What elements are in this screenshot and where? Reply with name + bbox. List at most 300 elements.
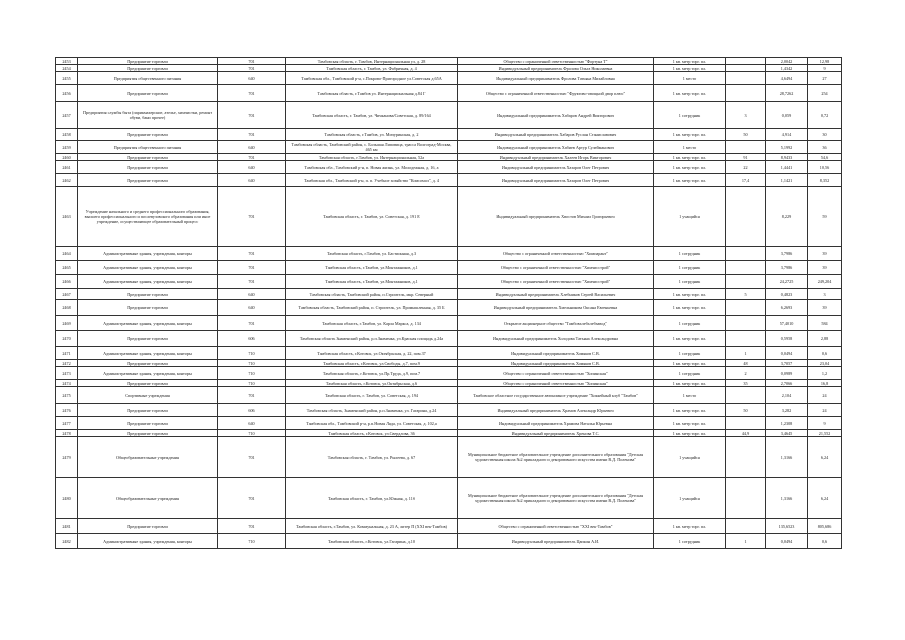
code-cell: 606 [218, 404, 286, 417]
quantity-cell: 17,4 [726, 174, 766, 187]
address-cell: Тамбовская область, г. Тамбов, ул. Фабричная, д. 4 [286, 65, 458, 72]
address-cell: Тамбовская область, г.Котовск, ул.Свердлова, 36 [286, 430, 458, 437]
facility-type-cell: Предприятие торговли [78, 417, 218, 430]
facility-type-cell: Административные здания, учреждения, конторы [78, 367, 218, 380]
document-sheet [55, 57, 841, 549]
norm-value-cell: 3,4645 [766, 430, 808, 437]
organization-cell: Муниципальное бюджетное образовательное учреждение дополнительного образования "Детская художественная школа №2 прикладного и декоративного искусства имени В.Д. Поленова" [458, 478, 654, 519]
organization-cell: Индивидуальный предприниматель Хабиев Артур Сулейманович [458, 141, 654, 154]
organization-cell: Общество с ограниченной ответственностью "Хопинская" [458, 367, 654, 380]
volume-cell: 3 [808, 289, 842, 300]
quantity-cell: 35 [726, 380, 766, 387]
organization-cell: Индивидуальный предприниматель Цапкин А.И. [458, 534, 654, 549]
volume-cell: 23,04 [808, 360, 842, 367]
quantity-cell: 3 [726, 102, 766, 129]
row-number-cell: 2463 [56, 187, 78, 247]
table-row [56, 519, 842, 534]
unit-cell: 1 кв. метр торг. пл. [654, 65, 726, 72]
unit-cell: 1 сотрудник [654, 102, 726, 129]
volume-cell: 1,2 [808, 367, 842, 380]
quantity-cell [726, 85, 766, 102]
volume-cell: 2,88 [808, 331, 842, 347]
norm-value-cell: 0,5958 [766, 331, 808, 347]
row-number-cell: 2465 [56, 261, 78, 275]
norm-value-cell: 0,0494 [766, 347, 808, 360]
code-cell: 701 [218, 478, 286, 519]
organization-cell: Индивидуальный предприниматель Фролова Ольга Николаевна [458, 65, 654, 72]
volume-cell: 21,552 [808, 430, 842, 437]
quantity-cell: 1 [726, 534, 766, 549]
address-cell: Тамбовская область, Тамбовский район, п.Строитель, мкр. Северный [286, 289, 458, 300]
unit-cell: 1 кв. метр торг. пл. [654, 360, 726, 367]
norm-value-cell: 0,0989 [766, 367, 808, 380]
organization-cell: Индивидуальный предприниматель Хазаров Олег Петрович [458, 174, 654, 187]
row-number-cell: 2459 [56, 141, 78, 154]
table-row [56, 187, 842, 247]
row-number-cell: 2469 [56, 316, 78, 331]
table-row [56, 478, 842, 519]
organization-cell: Индивидуальный предприниматель Хвостов Михаил Григорьевич [458, 187, 654, 247]
code-cell: 640 [218, 72, 286, 85]
facility-type-cell: Предприятия общественного питания [78, 141, 218, 154]
quantity-cell: 48 [726, 360, 766, 367]
facility-type-cell: Предприятие торговли [78, 380, 218, 387]
facility-type-cell: Предприятие торговли [78, 85, 218, 102]
norm-value-cell: 4,914 [766, 129, 808, 141]
table-row [56, 65, 842, 72]
facility-type-cell: Предприятие торговли [78, 331, 218, 347]
address-cell: Тамбовская область, Тамбовский район, п. Строитель, ул. Промышленная, д. 35 Б [286, 300, 458, 316]
quantity-cell [726, 331, 766, 347]
volume-cell: 36 [808, 141, 842, 154]
table-row [56, 387, 842, 404]
volume-cell: 30 [808, 129, 842, 141]
unit-cell: 1 кв. метр торг. пл. [654, 161, 726, 174]
organization-cell: Индивидуальный предприниматель Хомяков С.В. [458, 347, 654, 360]
row-number-cell: 2478 [56, 430, 78, 437]
norm-value-cell: 3,7986 [766, 261, 808, 275]
facility-type-cell: Предприятие торговли [78, 519, 218, 534]
quantity-cell [726, 275, 766, 289]
unit-cell: 1 место [654, 387, 726, 404]
norm-value-cell: 57,4010 [766, 316, 808, 331]
quantity-cell [726, 247, 766, 261]
unit-cell: 1 кв. метр торг. пл. [654, 174, 726, 187]
norm-value-cell: 2,7066 [766, 380, 808, 387]
code-cell: 701 [218, 437, 286, 478]
facilities-table [55, 57, 842, 549]
quantity-cell [726, 72, 766, 85]
unit-cell: 1 кв. метр торг. пл. [654, 154, 726, 161]
address-cell: Тамбовская обл., Тамбовский р-н, п. Новая жизнь, ул. Молодежная, д. 16, а [286, 161, 458, 174]
quantity-cell [726, 519, 766, 534]
organization-cell: Индивидуальный предприниматель Фролова Татьяна Михайловна [458, 72, 654, 85]
unit-cell: 1 место [654, 72, 726, 85]
unit-cell: 1 кв. метр торг. пл. [654, 58, 726, 65]
quantity-cell: 1 [726, 347, 766, 360]
volume-cell: 9 [808, 65, 842, 72]
code-cell: 701 [218, 275, 286, 289]
norm-value-cell: 4,6494 [766, 72, 808, 85]
volume-cell: 39 [808, 261, 842, 275]
volume-cell: 584 [808, 316, 842, 331]
address-cell: Тамбовская область, г. Тамбов, ул. Советская, д. 191 Е [286, 187, 458, 247]
unit-cell: 1 сотрудник [654, 534, 726, 549]
norm-value-cell: 0,4823 [766, 289, 808, 300]
code-cell: 640 [218, 141, 286, 154]
organization-cell: Общество с ограниченной ответственностью "Фруктово-овощной двор плюс" [458, 85, 654, 102]
table-row [56, 300, 842, 316]
table-row [56, 404, 842, 417]
volume-cell: 12,98 [808, 58, 842, 65]
norm-value-cell: 1,1421 [766, 174, 808, 187]
row-number-cell: 2472 [56, 360, 78, 367]
quantity-cell [726, 141, 766, 154]
row-number-cell: 2467 [56, 289, 78, 300]
address-cell: Тамбовская область, г.Тамбов, ул. Мичуринская, д. 2 [286, 129, 458, 141]
table-row [56, 141, 842, 154]
table-row [56, 417, 842, 430]
norm-value-cell: 3,7057 [766, 360, 808, 367]
table-row [56, 316, 842, 331]
facility-type-cell: Общеобразовательные учреждения [78, 478, 218, 519]
volume-cell: 805,686 [808, 519, 842, 534]
address-cell: Тамбовская область, г. Тамбов, Интернациональная ул, д. 28 [286, 58, 458, 65]
table-row [56, 275, 842, 289]
code-cell: 701 [218, 261, 286, 275]
table-row [56, 154, 842, 161]
volume-cell: 16,8 [808, 380, 842, 387]
code-cell: 701 [218, 129, 286, 141]
norm-value-cell: 0,059 [766, 102, 808, 129]
code-cell: 701 [218, 519, 286, 534]
address-cell: Тамбовская область Знаменский район, р.п.Знаменка, ул.Красная площадь д.24а [286, 331, 458, 347]
facility-type-cell: Предприятие торговли [78, 289, 218, 300]
norm-value-cell: 1,3166 [766, 478, 808, 519]
code-cell: 701 [218, 85, 286, 102]
code-cell: 710 [218, 430, 286, 437]
organization-cell: Индивидуальный предприниматель Хабаров Андрей Викторович [458, 102, 654, 129]
quantity-cell: 2 [726, 367, 766, 380]
code-cell: 701 [218, 316, 286, 331]
facility-type-cell: Предприятия службы быта (парикмахерские, ателье, химчистки, ремонт обуви, бани прочее) [78, 102, 218, 129]
quantity-cell [726, 65, 766, 72]
volume-cell: 249,204 [808, 275, 842, 289]
quantity-cell: 50 [726, 404, 766, 417]
facility-type-cell: Предприятие торговли [78, 404, 218, 417]
volume-cell: 0,6 [808, 347, 842, 360]
unit-cell: 1 сотрудник [654, 347, 726, 360]
address-cell: Тамбовская область, г.Тамбов, ул. Интернациональная, 52а [286, 154, 458, 161]
code-cell: 640 [218, 417, 286, 430]
norm-value-cell: 1,4342 [766, 65, 808, 72]
table-row [56, 161, 842, 174]
quantity-cell [726, 58, 766, 65]
quantity-cell [726, 300, 766, 316]
code-cell: 701 [218, 65, 286, 72]
code-cell: 606 [218, 331, 286, 347]
norm-value-cell: 2,0042 [766, 58, 808, 65]
volume-cell: 24 [808, 387, 842, 404]
table-row [56, 534, 842, 549]
organization-cell: Индивидуальный предприниматель Хабаров Руслан Станиславович [458, 129, 654, 141]
unit-cell: 1 кв. метр торг. пл. [654, 331, 726, 347]
unit-cell: 1 учащийся [654, 187, 726, 247]
address-cell: Тамбовская область, г.Котовск, ул.Октябрьская, д.6 [286, 380, 458, 387]
code-cell: 640 [218, 300, 286, 316]
volume-cell: 8,352 [808, 174, 842, 187]
volume-cell: 254 [808, 85, 842, 102]
unit-cell: 1 сотрудник [654, 367, 726, 380]
unit-cell: 1 кв. метр торг. пл. [654, 380, 726, 387]
organization-cell: Индивидуальный предприниматель Хазаров Олег Петрович [458, 161, 654, 174]
code-cell: 710 [218, 360, 286, 367]
volume-cell: 54,6 [808, 154, 842, 161]
table-row [56, 430, 842, 437]
unit-cell: 1 место [654, 141, 726, 154]
organization-cell: Общество с ограниченной ответственностью "Химчисстрой" [458, 275, 654, 289]
row-number-cell: 2464 [56, 247, 78, 261]
quantity-cell [726, 437, 766, 478]
row-number-cell: 2461 [56, 161, 78, 174]
code-cell: 640 [218, 174, 286, 187]
volume-cell: 10,56 [808, 161, 842, 174]
address-cell: Тамбовская область, г.Тамбов, ул. Коммунальная, д. 23 А, литер П (ХХI век-Тамбов) [286, 519, 458, 534]
code-cell: 701 [218, 58, 286, 65]
organization-cell: Индивидуальный предприниматель Халеев Игорь Викторович [458, 154, 654, 161]
table-body [56, 58, 842, 549]
unit-cell: 1 кв. метр торг. пл. [654, 417, 726, 430]
quantity-cell [726, 261, 766, 275]
row-number-cell: 2482 [56, 534, 78, 549]
volume-cell: 59 [808, 187, 842, 247]
row-number-cell: 2454 [56, 65, 78, 72]
volume-cell: 0,6 [808, 534, 842, 549]
table-row [56, 85, 842, 102]
facility-type-cell: Спортивные учреждения [78, 387, 218, 404]
norm-value-cell: 24,2725 [766, 275, 808, 289]
row-number-cell: 2458 [56, 129, 78, 141]
volume-cell: 39 [808, 247, 842, 261]
norm-value-cell: 3,282 [766, 404, 808, 417]
address-cell: Тамбовская область, г.Тамбов, ул.Монтажников, д.1 [286, 275, 458, 289]
row-number-cell: 2455 [56, 72, 78, 85]
norm-value-cell: 3,7986 [766, 247, 808, 261]
row-number-cell: 2466 [56, 275, 78, 289]
facility-type-cell: Предприятие торговли [78, 430, 218, 437]
facility-type-cell: Предприятие торговли [78, 174, 218, 187]
facility-type-cell: Предприятие торговли [78, 58, 218, 65]
quantity-cell [726, 478, 766, 519]
address-cell: Тамбовская область, г.Котовск, ул.Пр.Труда, д.9, пом.7 [286, 367, 458, 380]
table-row [56, 174, 842, 187]
facility-type-cell: Общеобразовательные учреждения [78, 437, 218, 478]
unit-cell: 1 кв. метр торг. пл. [654, 85, 726, 102]
address-cell: Тамбовская область, г. Тамбов, ул. Советская, д. 194 [286, 387, 458, 404]
row-number-cell: 2470 [56, 331, 78, 347]
row-number-cell: 2477 [56, 417, 78, 430]
norm-value-cell: 6,2693 [766, 300, 808, 316]
code-cell: 710 [218, 534, 286, 549]
quantity-cell [726, 187, 766, 247]
table-row [56, 380, 842, 387]
row-number-cell: 2474 [56, 380, 78, 387]
code-cell: 710 [218, 367, 286, 380]
unit-cell: 1 сотрудник [654, 247, 726, 261]
quantity-cell: 50 [726, 129, 766, 141]
address-cell: Тамбовская область, г.Тамбов, ул.Монтажников, д.1 [286, 261, 458, 275]
volume-cell: 6,24 [808, 478, 842, 519]
table-row [56, 437, 842, 478]
norm-value-cell: 5,1992 [766, 141, 808, 154]
table-row [56, 58, 842, 65]
table-row [56, 247, 842, 261]
code-cell: 710 [218, 380, 286, 387]
unit-cell: 1 кв. метр торг. пл. [654, 404, 726, 417]
address-cell: Тамбовская область, г. Тамбов, ул.Южная, д. 11б [286, 478, 458, 519]
facility-type-cell: Предприятия общественного питания [78, 72, 218, 85]
row-number-cell: 2480 [56, 478, 78, 519]
organization-cell: Общество с ограниченной ответственностью "Химпарант" [458, 247, 654, 261]
row-number-cell: 2462 [56, 174, 78, 187]
norm-value-cell: 135,6523 [766, 519, 808, 534]
unit-cell: 1 сотрудник [654, 275, 726, 289]
code-cell: 701 [218, 102, 286, 129]
facility-type-cell: Предприятие торговли [78, 161, 218, 174]
facility-type-cell: Предприятие торговли [78, 65, 218, 72]
address-cell: Тамбовская область, г.Тамбов ул. Интернациональная д.84 Г [286, 85, 458, 102]
address-cell: Тамбовская область, Тамбовский район, с. Большая Липовица, трасса Волгоград-Москва, 465 км [286, 141, 458, 154]
norm-value-cell: 8,9433 [766, 154, 808, 161]
norm-value-cell: 1,4441 [766, 161, 808, 174]
code-cell: 701 [218, 187, 286, 247]
organization-cell: Индивидуальный предприниматель Хлебников Сергей Васильевич [458, 289, 654, 300]
volume-cell: 27 [808, 72, 842, 85]
quantity-cell: 91 [726, 154, 766, 161]
facility-type-cell: Предприятие торговли [78, 154, 218, 161]
address-cell: Тамбовская область, г.Котовск, ул.Свободы, д.7, пом.9 [286, 360, 458, 367]
facility-type-cell: Административные здания, учреждения, конторы [78, 247, 218, 261]
norm-value-cell: 8,229 [766, 187, 808, 247]
organization-cell: Общество с ограниченной ответственностью "Фортуна Т" [458, 58, 654, 65]
address-cell: Тамбовская область, г.Котовск, ул.Гагарина, д.10 [286, 534, 458, 549]
code-cell: 701 [218, 387, 286, 404]
address-cell: Тамбовская обл., Тамбовский р-н, п. п. Учебное хозяйство "Комсомол", д. 4 [286, 174, 458, 187]
volume-cell: 6,24 [808, 437, 842, 478]
facility-type-cell: Административные здания, учреждения, конторы [78, 316, 218, 331]
facility-type-cell: Предприятие торговли [78, 300, 218, 316]
facility-type-cell: Предприятие торговли [78, 360, 218, 367]
volume-cell: 0,72 [808, 102, 842, 129]
organization-cell: Муниципальное бюджетное образовательное учреждение дополнительного образования "Детская художественная школа №2 прикладного и декоративного искусства имени В.Д. Поленова" [458, 437, 654, 478]
address-cell: Тамбовская область, г. Тамбов, ул. Чичканова/Советская, д. 89/164 [286, 102, 458, 129]
quantity-cell: 22 [726, 161, 766, 174]
norm-value-cell: 0,0494 [766, 534, 808, 549]
address-cell: Тамбовская область, г.Тамбов, ул. Бастионная, д.3 [286, 247, 458, 261]
norm-value-cell: 1,3166 [766, 437, 808, 478]
row-number-cell: 2473 [56, 367, 78, 380]
code-cell: 640 [218, 289, 286, 300]
organization-cell: Индивидуальный предприниматель Хмельникова Оксана Евгеньевна [458, 300, 654, 316]
organization-cell: Индивидуальный предприниматель Хомяков С.В. [458, 360, 654, 367]
volume-cell: 9 [808, 417, 842, 430]
address-cell: Тамбовская обл., Тамбовский р-н, р.п.Новая Ляда, ул. Советская, д. 102,а [286, 417, 458, 430]
unit-cell: 1 сотрудник [654, 261, 726, 275]
table-row [56, 331, 842, 347]
row-number-cell: 2471 [56, 347, 78, 360]
unit-cell: 1 кв. метр торг. пл. [654, 289, 726, 300]
volume-cell: 24 [808, 404, 842, 417]
code-cell: 701 [218, 247, 286, 261]
quantity-cell: 5 [726, 289, 766, 300]
table-row [56, 367, 842, 380]
facility-type-cell: Административные здания, учреждения, конторы [78, 347, 218, 360]
row-number-cell: 2453 [56, 58, 78, 65]
quantity-cell: 44,9 [726, 430, 766, 437]
unit-cell: 1 учащийся [654, 478, 726, 519]
unit-cell: 1 сотрудник [654, 316, 726, 331]
quantity-cell [726, 316, 766, 331]
unit-cell: 1 кв. метр торг. пл. [654, 129, 726, 141]
table-row [56, 261, 842, 275]
organization-cell: Индивидуальный предприниматель Хренова Т.С. [458, 430, 654, 437]
norm-value-cell: 28,7262 [766, 85, 808, 102]
quantity-cell [726, 387, 766, 404]
organization-cell: Общество с ограниченной ответственностью "Хопинская" [458, 380, 654, 387]
address-cell: Тамбовская область, г. Тамбов, ул. Рылеева, д. 67 [286, 437, 458, 478]
facility-type-cell: Предприятие торговли [78, 129, 218, 141]
organization-cell: Тамбовское областное государственное автономное учреждение "Хоккейный клуб "Тамбов" [458, 387, 654, 404]
code-cell: 640 [218, 161, 286, 174]
row-number-cell: 2456 [56, 85, 78, 102]
table-row [56, 360, 842, 367]
table-row [56, 289, 842, 300]
row-number-cell: 2476 [56, 404, 78, 417]
volume-cell: 39 [808, 300, 842, 316]
organization-cell: Индивидуальный предприниматель Храмова Наталья Юрьевна [458, 417, 654, 430]
address-cell: Тамбовская обл., Тамбовский р-н, с.Покрово-Пригородное ул.Советская д.65А [286, 72, 458, 85]
unit-cell: 1 кв. метр торг. пл. [654, 519, 726, 534]
row-number-cell: 2475 [56, 387, 78, 404]
norm-value-cell: 2,104 [766, 387, 808, 404]
norm-value-cell: 1,2308 [766, 417, 808, 430]
address-cell: Тамбовская область, г.Тамбов, ул. Карла Маркса, д. 134 [286, 316, 458, 331]
table-row [56, 129, 842, 141]
address-cell: Тамбовская область, Знаменский район, р.п.Знаменка, ул. Гагарина, д.24 [286, 404, 458, 417]
facility-type-cell: Административные здания, учреждения, конторы [78, 261, 218, 275]
organization-cell: Общество с ограниченной ответственностью "XXI век-Тамбов" [458, 519, 654, 534]
unit-cell: 1 учащийся [654, 437, 726, 478]
address-cell: Тамбовская область, г.Котовск, ул.Октябрьская, д. 22, пом.37 [286, 347, 458, 360]
organization-cell: Индивидуальный предприниматель Холодова Татьяна Александровна [458, 331, 654, 347]
facility-type-cell: Учреждение начального и среднего профессионального образования, высшего профессионального и послевузовского образования или иное учреждение, осуществляющее образовательный процесс [78, 187, 218, 247]
row-number-cell: 2457 [56, 102, 78, 129]
table-row [56, 72, 842, 85]
row-number-cell: 2481 [56, 519, 78, 534]
organization-cell: Индивидуальный предприниматель Храмов Александр Юрьевич [458, 404, 654, 417]
table-row [56, 102, 842, 129]
facility-type-cell: Административные здания, учреждения, конторы [78, 275, 218, 289]
code-cell: 701 [218, 154, 286, 161]
organization-cell: Общество с ограниченной ответственностью "Химчисстрой" [458, 261, 654, 275]
quantity-cell [726, 417, 766, 430]
unit-cell: 1 кв. метр торг. пл. [654, 300, 726, 316]
row-number-cell: 2479 [56, 437, 78, 478]
organization-cell: Открытое акционерное общество "Тамбовхлебхлебзавод" [458, 316, 654, 331]
row-number-cell: 2460 [56, 154, 78, 161]
code-cell: 710 [218, 347, 286, 360]
row-number-cell: 2468 [56, 300, 78, 316]
